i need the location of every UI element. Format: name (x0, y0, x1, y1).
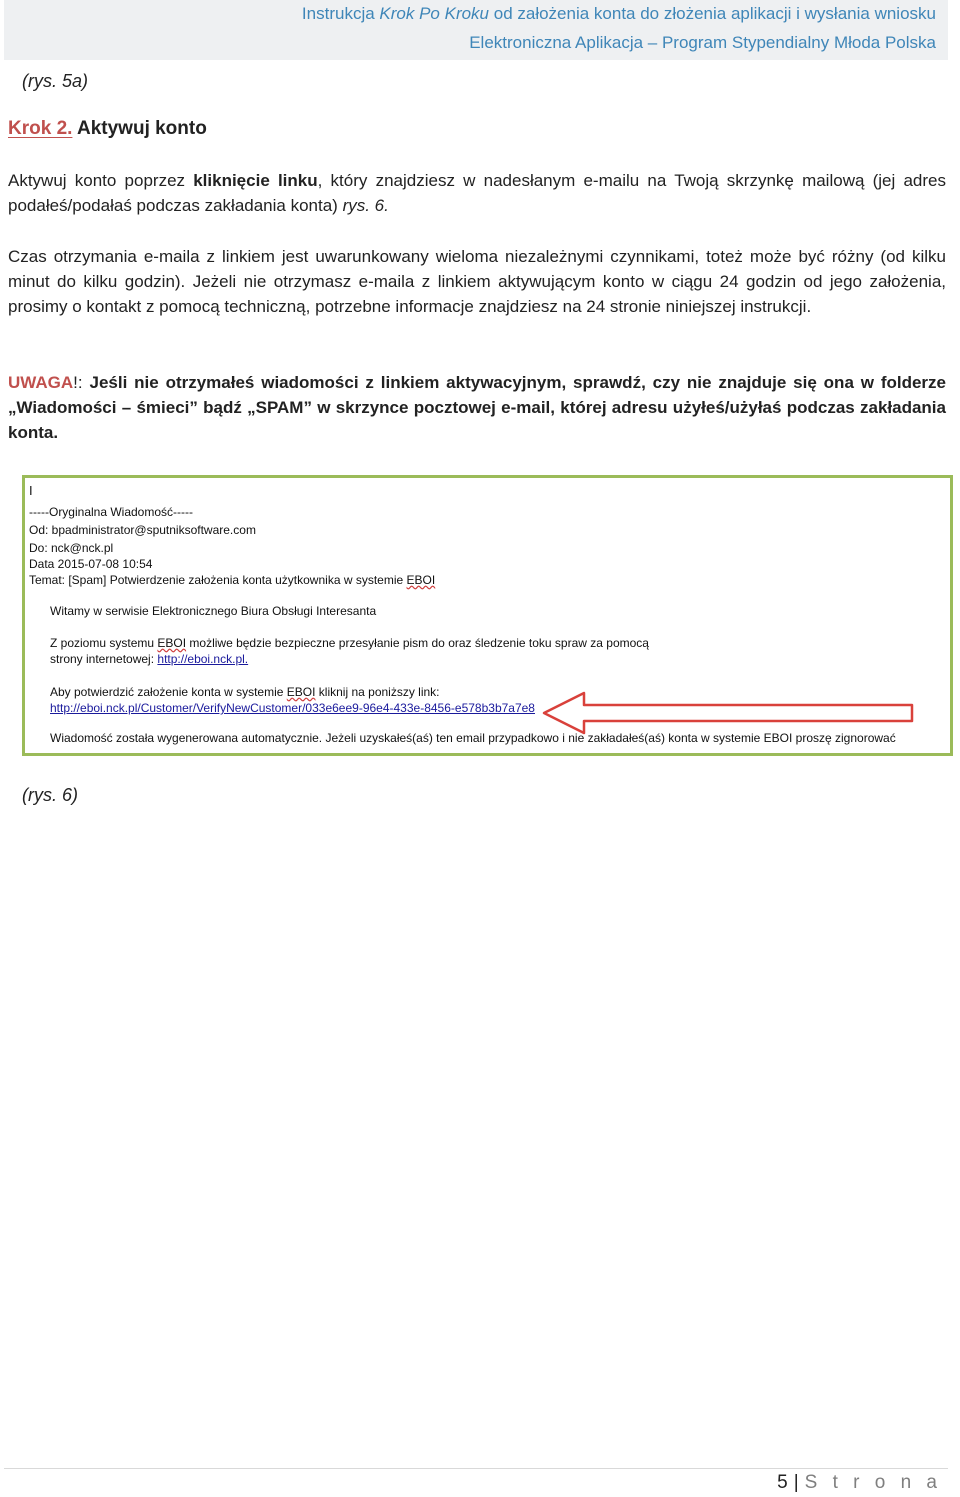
emphasis-click-link: kliknięcie linku (193, 171, 318, 190)
step-heading (8, 118, 207, 140)
timing-paragraph: Czas otrzymania e-maila z linkiem jest uwarunkowany wieloma niezależnymi czynnikami, toteż może być różny (od kilku minut do kilku godzin). Jeżeli nie otrzymasz e-maila z linkiem aktywującym konto w ciągu 24 godzin od jego założenia, prosimy o kontakt z pomocą techniczną, potrzebne informacje znajdziesz na 24 stronie niniejszej instrukcji. (8, 247, 946, 316)
header-title-line (302, 4, 936, 24)
email-confirm-line: Aby potwierdzić założenie konta w systemie EBOI kliknij na poniższy link: (50, 685, 440, 699)
email-site-line: strony internetowej: http://eboi.nck.pl. (50, 652, 249, 666)
footer-divider (4, 1468, 948, 1469)
email-from: Od: bpadministrator@sputniksoftware.com (29, 523, 256, 537)
figure-caption-6: (rys. 6) (22, 785, 78, 805)
page-footer (777, 1472, 942, 1494)
footer-separator: | (793, 1472, 799, 1493)
figure-caption-5a: (rys. 5a) (22, 71, 89, 91)
activation-link[interactable]: http://eboi.nck.pl/Customer/VerifyNewCustomer/033e6ee9-96e4-433e-8456-e578b3b7a7e8 (50, 701, 535, 715)
red-arrow-icon (540, 690, 920, 736)
warning-paragraph: UWAGA!: Jeśli nie otrzymałeś wiadomości z linkiem aktywacyjnym, sprawdź, czy nie znajduje się ona w folderze „Wiadomości – śmieci” bądź „SPAM” w skrzynce pocztowej e-mail, której adresu użyłeś/użyłaś podczas zakładania konta. (8, 373, 947, 442)
activation-paragraph: Aktywuj konto poprzez kliknięcie linku, który znajdziesz w nadesłanym e-mailu na Twoją skrzynkę mailową (jej adres podałeś/podałaś podczas zakładania konta) rys. 6. (8, 171, 946, 215)
header-prefix: Instrukcja (301, 4, 380, 23)
email-level-line: Z poziomu systemu EBOI możliwe będzie bezpieczne przesyłanie pism do oraz śledzenie toku spraw za pomocą (50, 636, 649, 650)
warning-label: UWAGA (8, 373, 74, 392)
header-suffix: od założenia konta do złożenia aplikacji i wysłania wniosku (489, 4, 936, 23)
text-cursor: I (29, 483, 33, 498)
site-link[interactable]: http://eboi.nck.pl. (157, 652, 249, 666)
email-to: Do: nck@nck.pl (29, 541, 114, 555)
figure-reference: rys. 6. (342, 196, 389, 215)
email-welcome: Witamy w serwisie Elektronicznego Biura Obsługi Interesanta (50, 604, 377, 618)
step-title: Aktywuj konto (72, 118, 207, 139)
warning-text: Jeśli nie otrzymałeś wiadomości z linkiem aktywacyjnym, sprawdź, czy nie znajduje się ona w folderze „Wiadomości – śmieci” bądź „SPAM” w skrzynce pocztowej e-mail, której adresu użyłeś/użyłaś podczas zakładania konta. (8, 373, 947, 442)
email-date: Data 2015-07-08 10:54 (29, 557, 153, 571)
running-header (4, 0, 948, 60)
header-italic: Krok Po Kroku (379, 4, 490, 23)
email-original-header: -----Oryginalna Wiadomość----- (29, 505, 194, 519)
page-number: 5 (777, 1472, 788, 1493)
header-subtitle-line: Elektroniczna Aplikacja – Program Stypendialny Młoda Polska (469, 33, 936, 52)
step-number: Krok 2. (8, 118, 73, 139)
email-subject: Temat: [Spam] Potwierdzenie założenia konta użytkownika w systemie EBOI (29, 573, 436, 587)
email-auto-note: Wiadomość została wygenerowana automatycznie. Jeżeli uzyskałeś(aś) ten email przypadkowo i nie zakładałeś(aś) konta w systemie EBOI proszę zignorować (50, 731, 896, 745)
page-label: S t r o n a (804, 1472, 942, 1493)
